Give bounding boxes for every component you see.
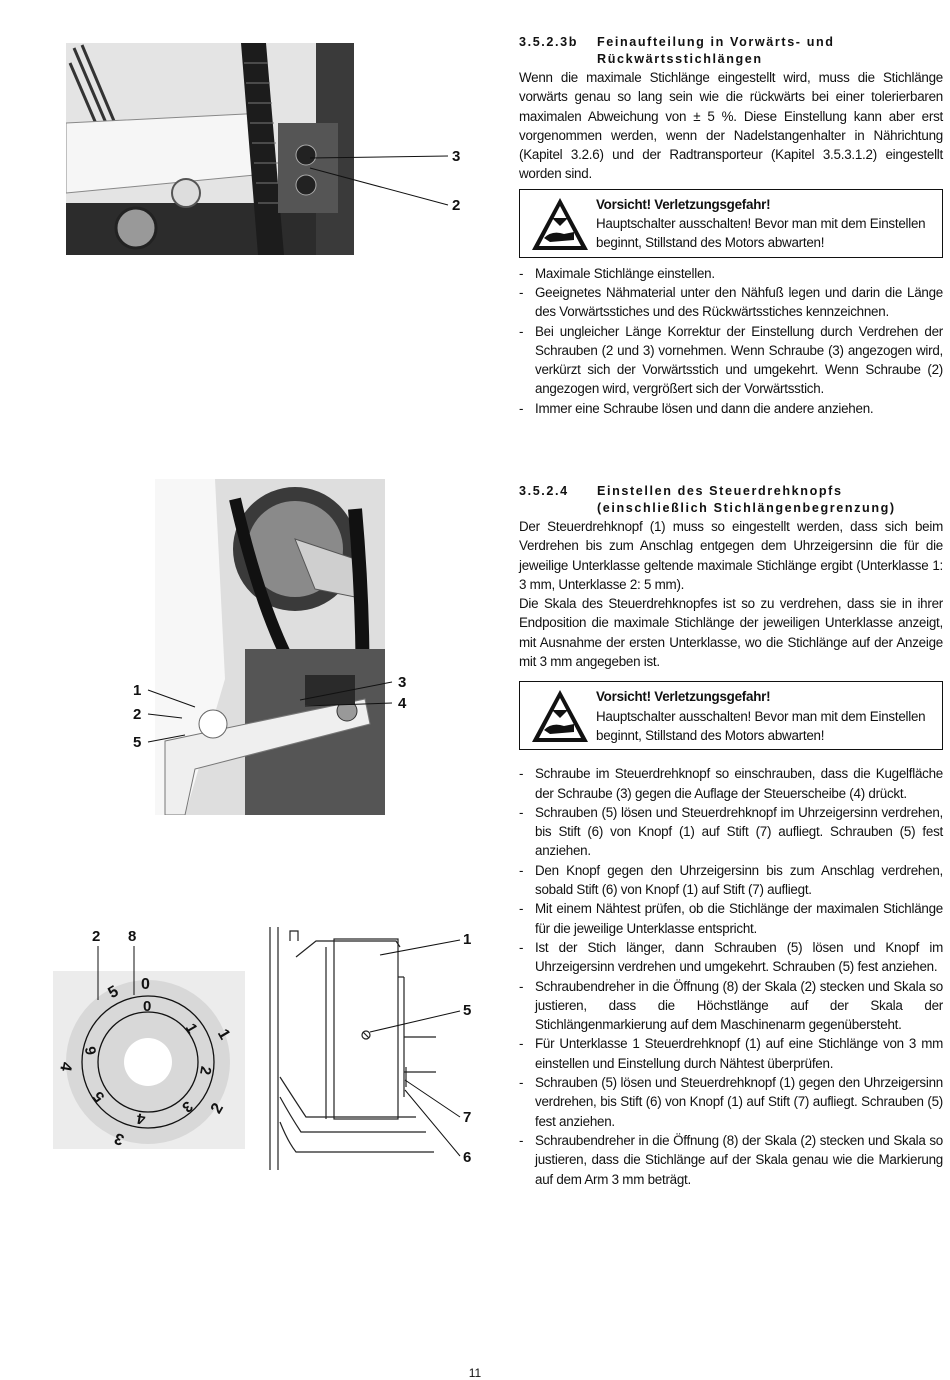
page-number: 11 (468, 1366, 482, 1380)
figure-2-label-5: 5 (133, 734, 142, 751)
crushing-hand-warning-icon (524, 688, 596, 744)
side-view-drawing (266, 927, 440, 1170)
section-intro-2: Die Skala des Steuerdrehknopfes ist so zu verdrehen, dass sie in ihrer Endposition die maximale Stichlänge der jeweiligen Unterklasse anzeigt, mit Ausnahme der ersten Unterklasse, wo die Stichlänge auf der Anzeige mit 3 mm angegeben ist. (519, 596, 943, 670)
steps-list (519, 264, 943, 418)
figure-2-label-3: 3 (398, 674, 407, 691)
section-3-5-2-4 (519, 483, 943, 1189)
figure-3-side-view (266, 927, 440, 1170)
scale-inner-6: 6 (82, 1044, 101, 1057)
scale-outer-0: 0 (141, 976, 150, 993)
section-number: 3.5.2.4 (519, 484, 569, 498)
figure-3-label-5: 5 (463, 1002, 472, 1019)
scale-outer-3: 3 (112, 1128, 127, 1149)
list-item: - Geeignetes Nähmaterial unter den Nähfuß legen und darin die Länge des Vorwärtsstiches und des Rückwärtsstiches kennzeichnen. (519, 284, 943, 320)
section-3-5-2-3b (519, 34, 943, 418)
scale-inner-5: 5 (89, 1087, 109, 1106)
figure-1-photo (66, 43, 354, 255)
warning-title: Vorsicht! Verletzungsgefahr! (596, 689, 771, 705)
section-heading (519, 34, 943, 68)
figure-3-label-2: 2 (92, 928, 101, 945)
list-item: - Immer eine Schraube lösen und dann die andere anziehen. (519, 400, 874, 416)
list-item: - Schraubendreher in die Öffnung (8) der Skala (2) stecken und Skala so justieren, dass die Stichlänge auf der Skala genau wie die Markierung auf dem Arm 3 mm beträgt. (519, 1132, 943, 1187)
scale-inner-3: 3 (178, 1097, 196, 1116)
warning-title: Vorsicht! Verletzungsgefahr! (596, 196, 771, 212)
steps-list (519, 764, 943, 1189)
figure-3-scale-disc (53, 971, 245, 1149)
figure-3-label-6: 6 (463, 1149, 472, 1166)
figure-1-label-2: 2 (452, 197, 461, 214)
section-heading (519, 483, 943, 517)
scale-outer-5: 5 (105, 982, 122, 1003)
section-number: 3.5.2.3b (519, 35, 579, 49)
warning-text: Hauptschalter ausschalten! Bevor man mit dem Einstellen beginnt, Stillstand des Motors abwarten! (596, 708, 926, 743)
figure-3-label-8: 8 (128, 928, 137, 945)
figure-2-label-2: 2 (133, 706, 142, 723)
crushing-hand-warning-icon (524, 196, 596, 252)
warning-box (519, 189, 943, 258)
warning-box (519, 681, 943, 750)
section-title: Feinaufteilung in Vorwärts- und Rückwärtsstichlängen (597, 35, 835, 66)
section-intro: Wenn die maximale Stichlänge eingestellt wird, muss die Stichlänge vorwärts genau so lang sein wie die rückwärts bei einer tolerierbaren maximalen Abweichung von ± 5 %. Diese Einstellung kann aber erst vorgenommen werden, wenn der Nadelstangenhalter in Nährichtung (Kapitel 3.2.6) und der Radtransporteur (Kapitel 3.5.3.1.2) eingestellt worden sind. (519, 70, 943, 182)
figure-2-label-1: 1 (133, 682, 142, 699)
warning-text: Hauptschalter ausschalten! Bevor man mit dem Einstellen beginnt, Stillstand des Motors abwarten! (596, 216, 926, 251)
figure-3-label-7: 7 (463, 1109, 472, 1126)
section-intro-1: Der Steuerdrehknopf (1) muss so eingestellt werden, dass sich beim Verdrehen bis zum Anschlag entgegen dem Uhrzeigersinn die für die jeweilige Unterklasse geltende maximale Stichlänge ergibt (Unterklasse 1: 3 mm, Unterklasse 2: 5 mm). (519, 519, 943, 592)
scale-outer-1: 1 (213, 1026, 234, 1043)
list-item: - Für Unterklasse 1 Steuerdrehknopf (1) auf eine Stichlänge von 3 mm einstellen und Einstellung durch Nähtest überprüfen. (519, 1036, 943, 1071)
figure-1-drawing (66, 43, 354, 255)
figure-2-drawing (155, 479, 385, 815)
figure-2-label-4: 4 (398, 695, 407, 712)
list-item: - Schrauben (5) lösen und Steuerdrehknopf im Uhrzeigersinn verdrehen, bis Stift (6) von Knopf (1) auf Stift (7) aufliegt. Schrauben (5) fest anziehen. (519, 804, 943, 859)
scale-inner-1: 1 (181, 1020, 201, 1037)
figure-3-label-1: 1 (463, 931, 472, 948)
scale-inner-4: 4 (135, 1109, 147, 1128)
scale-outer-4: 4 (56, 1060, 75, 1073)
list-item: - Schraube im Steuerdrehknopf so einschrauben, dass die Kugelfläche der Schraube (3) gegen die Auflage der Steuerscheibe (4) drückt. (519, 766, 943, 801)
section-title: Einstellen des Steuerdrehknopfs (einschließlich Stichlängenbegrenzung) (597, 484, 896, 515)
scale-outer-2: 2 (207, 1100, 228, 1117)
list-item: - Mit einem Nähtest prüfen, ob die Stichlänge der maximalen Stichlänge für die jeweilige Unterklasse entspricht. (519, 901, 943, 936)
scale-inner-0: 0 (143, 998, 152, 1015)
list-item: - Den Knopf gegen den Uhrzeigersinn bis zum Anschlag verdrehen, sobald Stift (6) von Knopf (1) auf Stift (7) aufliegt. (519, 862, 943, 898)
list-item: - Maximale Stichlänge einstellen. (519, 265, 715, 281)
list-item: - Schraubendreher in die Öffnung (8) der Skala (2) stecken und Skala so justieren, dass die Höchstlänge auf der Skala der Stichlängenmarkierung auf dem Maschinenarm gegenübersteht. (519, 978, 943, 1033)
list-item: - Bei ungleicher Länge Korrektur der Einstellung durch Verdrehen der Schrauben (2 und 3) vornehmen. Wenn Schraube (3) angezogen wird, verkürzt sich der Vorwärtsstich und umgekehrt. Wenn Schraube (2) angezogen wird, vergrößert sich der Vorwärtsstich. (519, 323, 943, 397)
figure-1-label-3: 3 (452, 148, 461, 165)
list-item: - Ist der Stich länger, dann Schrauben (5) lösen und Knopf im Uhrzeigersinn verdrehen und umgekehrt. Schrauben (5) fest anziehen. (519, 939, 943, 975)
scale-inner-2: 2 (196, 1064, 215, 1077)
figure-2-photo (155, 479, 385, 815)
list-item: - Schrauben (5) lösen und Steuerdrehknopf (1) gegen den Uhrzeigersinn verdrehen, bis Stift (6) von Knopf (1) auf Stift (7) aufliegt. Schrauben (5) fest anziehen. (519, 1075, 943, 1129)
